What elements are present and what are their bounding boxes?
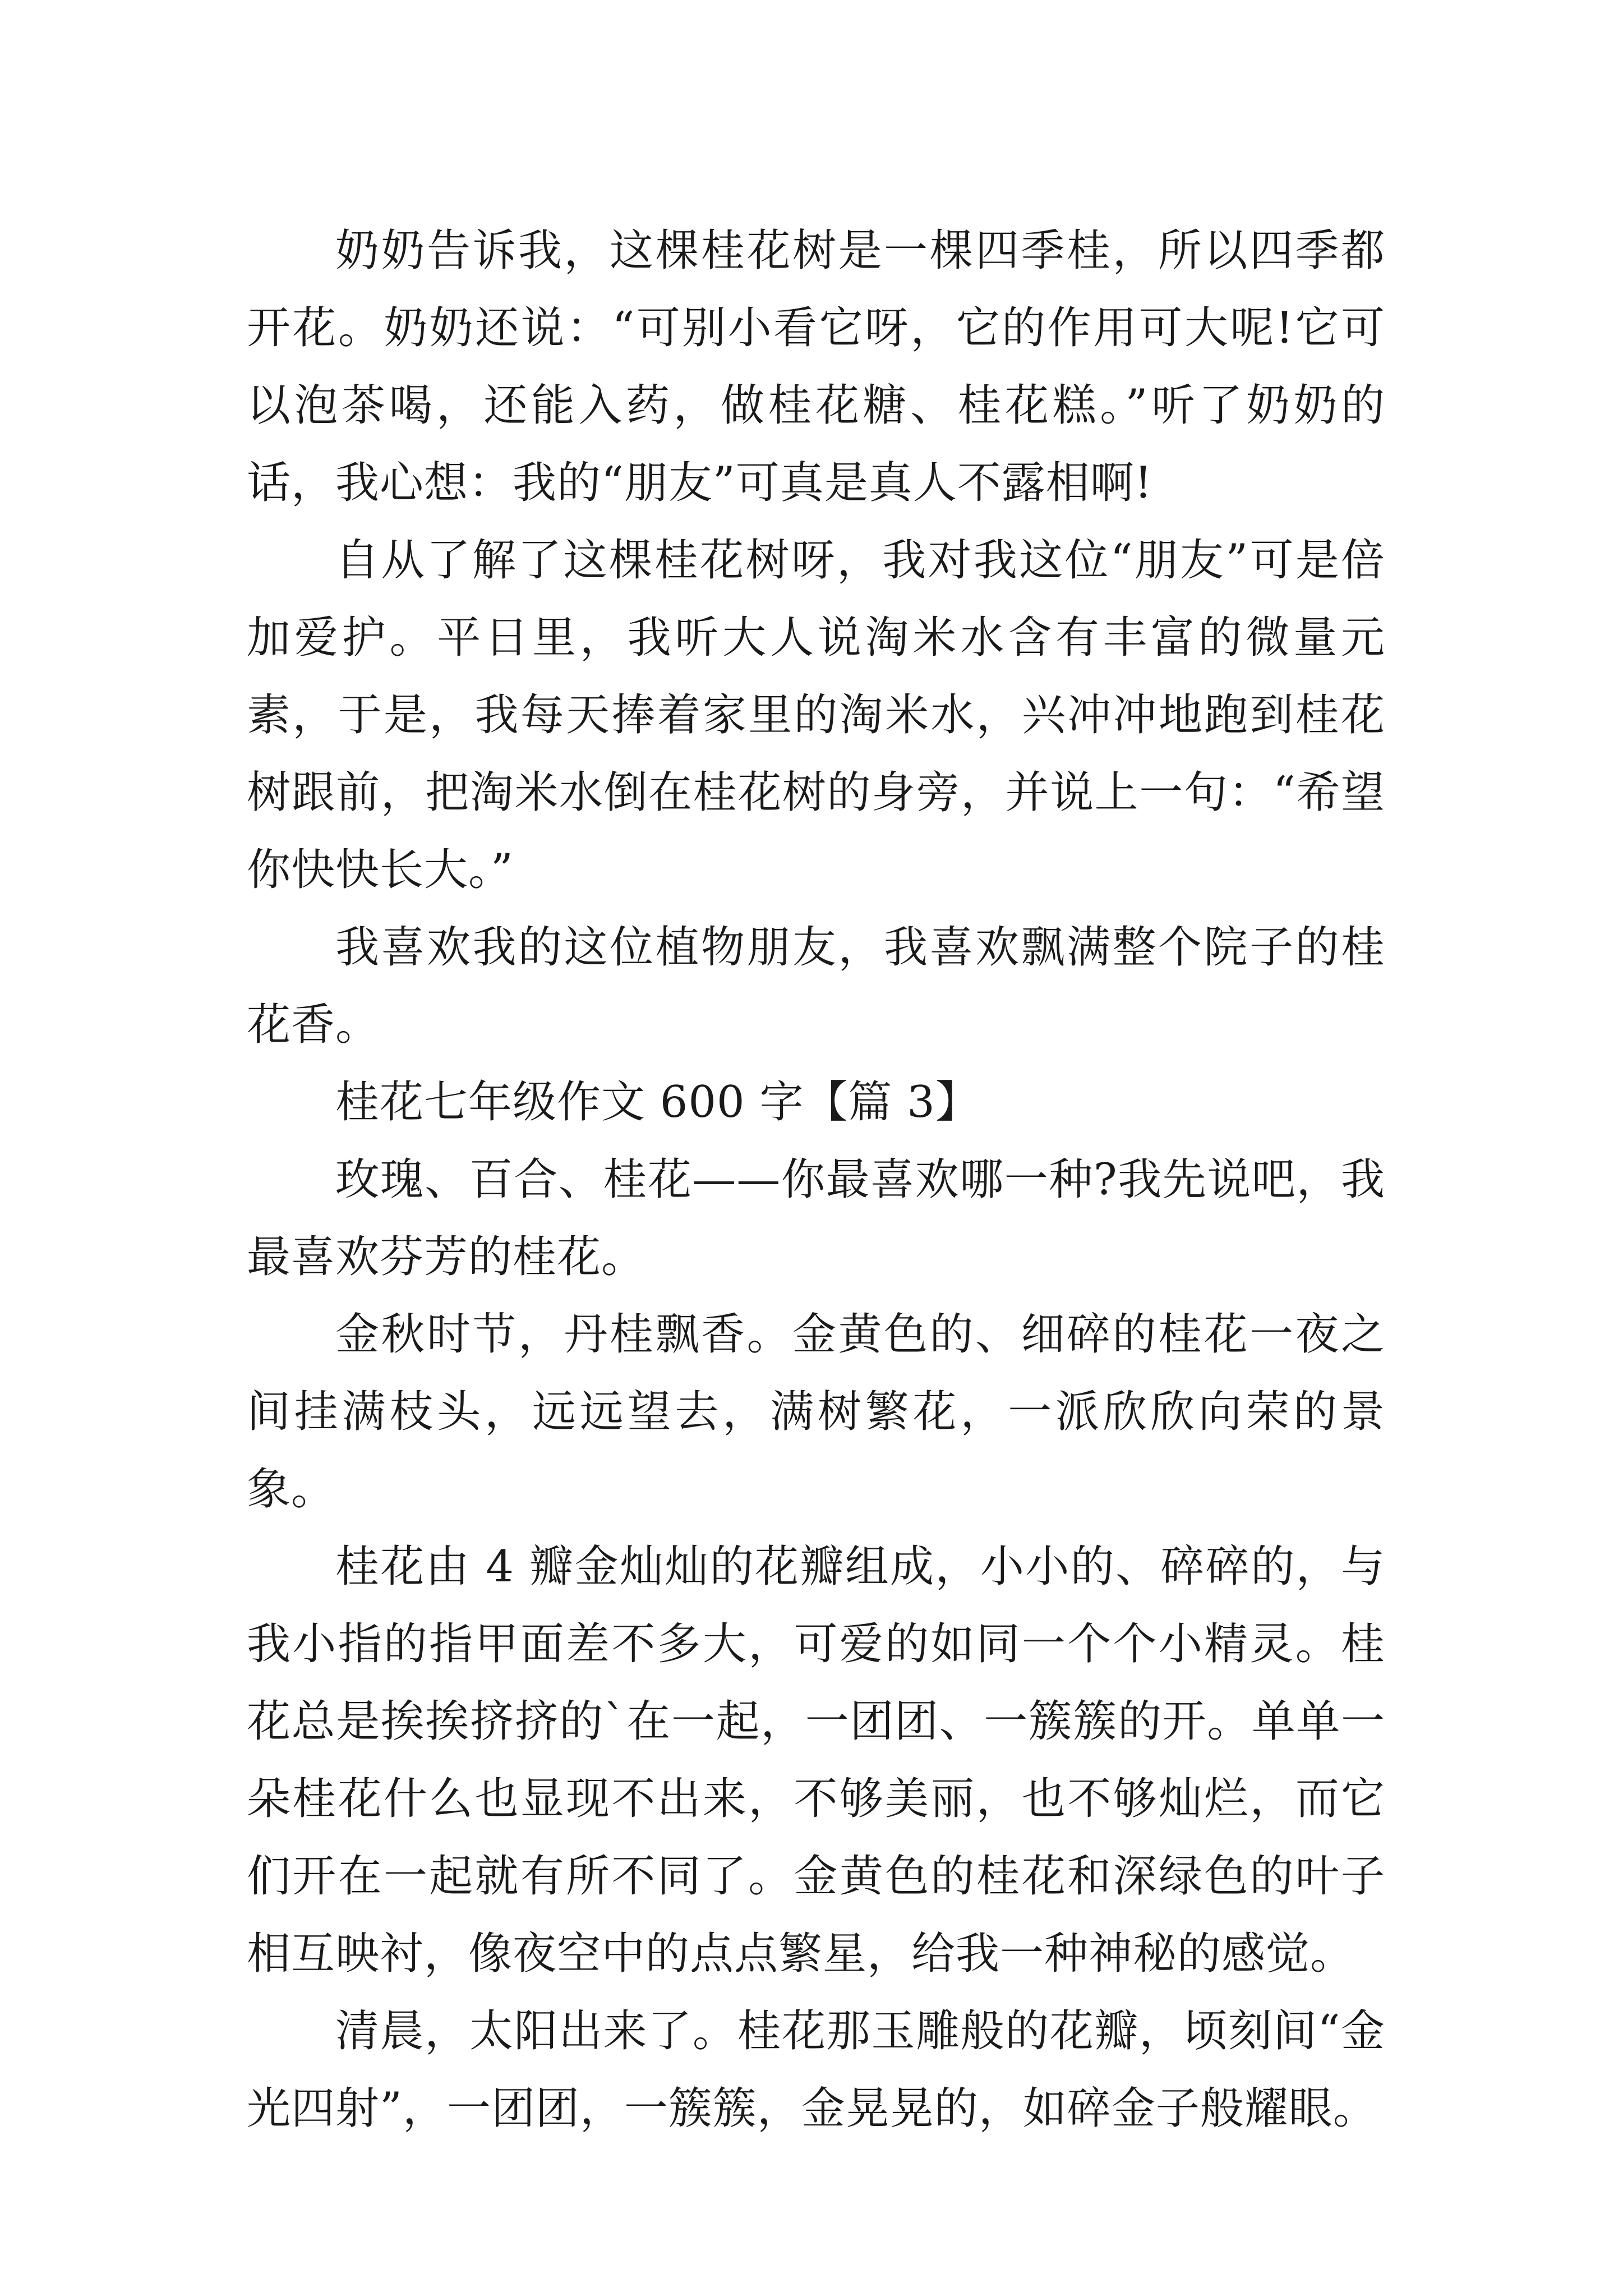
- paragraph-petals: 桂花由 4 瓣金灿灿的花瓣组成，小小的、碎碎的，与我小指的指甲面差不多大，可爱的如同一个个小精灵。桂花总是挨挨挤挤的`在一起，一团团、一簇簇的开。单单一朵桂花什么也显现不出来，不够美丽，也不够灿烂，而它们开在一起就有所不同了。金黄色的桂花和深绿色的叶子相互映衬，像夜空中的点点繁星，给我一种神秘的感觉。: [247, 1542, 1385, 1979]
- document-body: [247, 212, 1385, 2147]
- paragraph-grandma-osmanthus: 奶奶告诉我，这棵桂花树是一棵四季桂，所以四季都开花。奶奶还说：“可别小看它呀，它的作用可大呢!它可以泡茶喝，还能入药，做桂花糖、桂花糕。”听了奶奶的话，我心想：我的“朋友”可真是真人不露相啊!: [247, 226, 1385, 508]
- section-heading: 桂花七年级作文 600 字【篇 3】: [335, 1077, 980, 1128]
- paragraph-rice-water: 自从了解了这棵桂花树呀，我对我这位“朋友”可是倍加爱护。平日里，我听大人说淘米水含有丰富的微量元素，于是，我每天捧着家里的淘米水，兴冲冲地跑到桂花树跟前，把淘米水倒在桂花树的身旁，并说上一句：“希望你快快长大。”: [247, 535, 1385, 895]
- paragraph-morning: 清晨，太阳出来了。桂花那玉雕般的花瓣，顷刻间“金光四射”，一团团，一簇簇，金晃晃的，如碎金子般耀眼。: [247, 2006, 1385, 2134]
- paragraph-favorite-flower: 玫瑰、百合、桂花——你最喜欢哪一种?我先说吧，我最喜欢芬芳的桂花。: [247, 1154, 1385, 1282]
- paragraph-plant-friend: 我喜欢我的这位植物朋友，我喜欢飘满整个院子的桂花香。: [247, 922, 1385, 1050]
- paragraph-autumn: 金秋时节，丹桂飘香。金黄色的、细碎的桂花一夜之间挂满枝头，远远望去，满树繁花，一派欣欣向荣的景象。: [247, 1309, 1385, 1515]
